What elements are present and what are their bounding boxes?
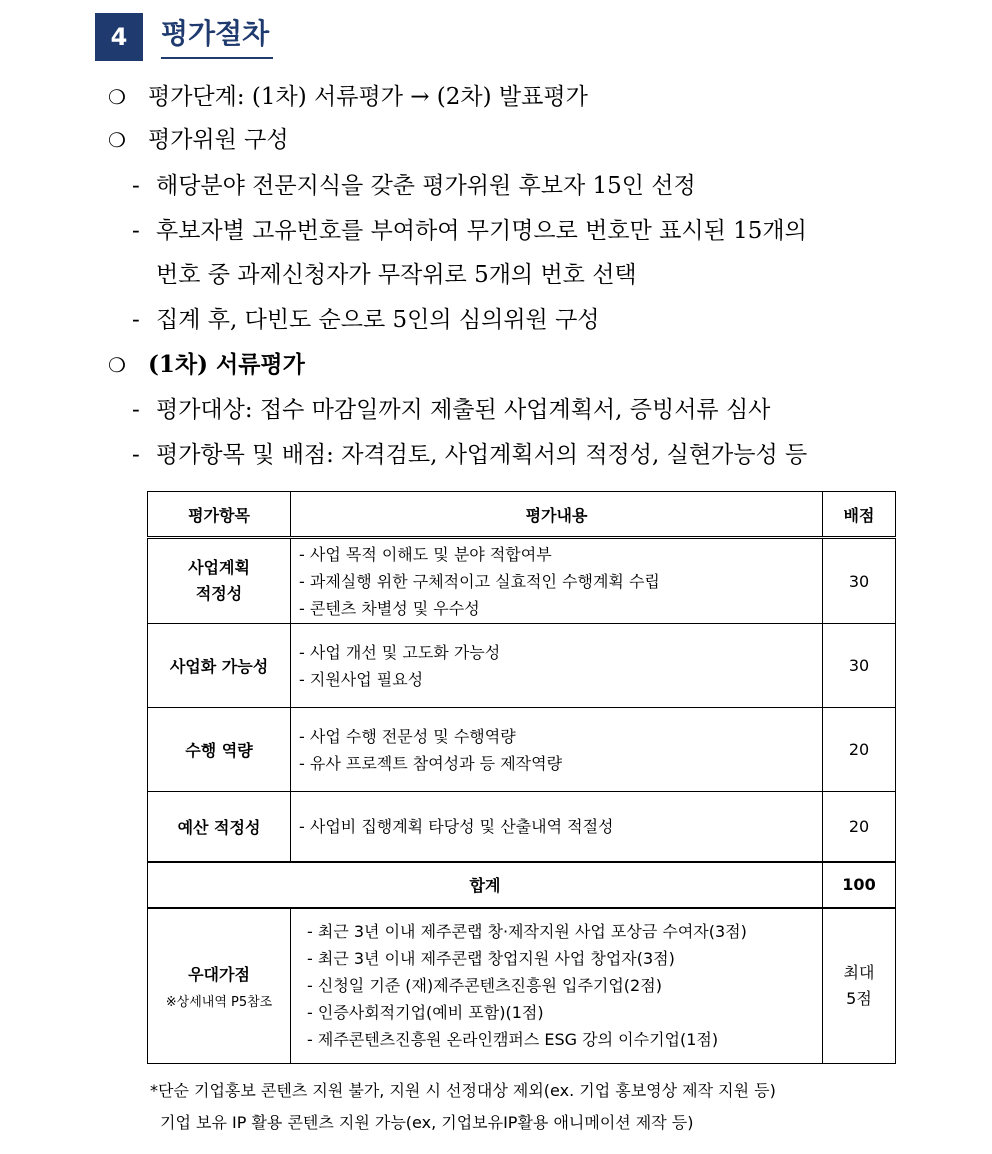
table-row bbox=[148, 708, 896, 792]
committee-item-continued: 번호 중 과제신청자가 무작위로 5개의 번호 선택 bbox=[156, 262, 637, 288]
total-row bbox=[148, 862, 896, 908]
row-item: 사업계획 적정성 bbox=[148, 538, 291, 624]
table-row bbox=[148, 792, 896, 862]
footnote: *단순 기업홍보 콘텐츠 지원 불가, 지원 시 선정대상 제외(ex. 기업 홍보영상 제작 지원 등) bbox=[150, 1081, 776, 1100]
first-round-text: (1차) 서류평가 bbox=[148, 351, 305, 378]
bullet-first-round bbox=[108, 350, 305, 380]
table-row bbox=[148, 624, 896, 708]
evaluation-table bbox=[147, 491, 896, 1064]
circle-bullet-icon: ❍ bbox=[108, 353, 126, 377]
row-contents: - 사업 목적 이해도 및 분야 적합여부 - 과제실행 위한 구체적이고 실효적인 수행계획 수립 - 콘텐츠 차별성 및 우수성 bbox=[291, 538, 823, 624]
section-title: 평가절차 bbox=[161, 15, 273, 59]
header-score: 배점 bbox=[823, 492, 896, 538]
footnote: 기업 보유 IP 활용 콘텐츠 지원 가능(ex, 기업보유IP활용 애니메이션 제작 등) bbox=[160, 1113, 694, 1132]
total-label: 합계 bbox=[148, 862, 823, 908]
bonus-contents: - 최근 3년 이내 제주콘랩 창·제작지원 사업 포상금 수여자(3점) - 최근 3년 이내 제주콘랩 창업지원 사업 창업자(3점) - 신청일 기준 (재)제주콘텐츠진흥원 입주기업(2점) - 인증사회적기업(예비 포함)(1점) - 제주콘텐츠진흥원 온라인캠퍼스 ESG 강의 이수기업(1점) bbox=[291, 908, 823, 1064]
row-item: 수행 역량 bbox=[148, 708, 291, 792]
bonus-row bbox=[148, 908, 896, 1064]
header-contents: 평가내용 bbox=[291, 492, 823, 538]
section-header bbox=[95, 13, 273, 61]
bullet-stages bbox=[108, 82, 588, 112]
header-item: 평가항목 bbox=[148, 492, 291, 538]
circle-bullet-icon: ❍ bbox=[108, 85, 126, 109]
total-score: 100 bbox=[823, 862, 896, 908]
committee-item: - 후보자별 고유번호를 부여하여 무기명으로 번호만 표시된 15개의 bbox=[132, 218, 807, 244]
committee-item: - 해당분야 전문지식을 갖춘 평가위원 후보자 15인 선정 bbox=[132, 173, 696, 199]
stages-text: 평가단계: (1차) 서류평가 → (2차) 발표평가 bbox=[148, 84, 588, 110]
first-round-item: - 평가항목 및 배점: 자격검토, 사업계획서의 적정성, 실현가능성 등 bbox=[132, 442, 808, 468]
bonus-score: 최대 5점 bbox=[823, 908, 896, 1064]
row-item: 사업화 가능성 bbox=[148, 624, 291, 708]
table-header-row bbox=[148, 492, 896, 538]
first-round-item: - 평가대상: 접수 마감일까지 제출된 사업계획서, 증빙서류 심사 bbox=[132, 397, 771, 423]
bonus-item: 우대가점 ※상세내역 P5참조 bbox=[148, 908, 291, 1064]
bullet-committee bbox=[108, 125, 289, 155]
section-number: 4 bbox=[95, 13, 143, 61]
committee-text: 평가위원 구성 bbox=[148, 127, 289, 153]
circle-bullet-icon: ❍ bbox=[108, 128, 126, 152]
row-item: 예산 적정성 bbox=[148, 792, 291, 862]
row-score: 20 bbox=[823, 792, 896, 862]
row-score: 20 bbox=[823, 708, 896, 792]
bonus-note: ※상세내역 P5참조 bbox=[165, 994, 273, 1010]
row-score: 30 bbox=[823, 538, 896, 624]
row-contents: - 사업 개선 및 고도화 가능성 - 지원사업 필요성 bbox=[291, 624, 823, 708]
committee-item: - 집계 후, 다빈도 순으로 5인의 심의위원 구성 bbox=[132, 307, 600, 333]
table-row bbox=[148, 538, 896, 624]
row-score: 30 bbox=[823, 624, 896, 708]
row-contents: - 사업 수행 전문성 및 수행역량 - 유사 프로젝트 참여성과 등 제작역량 bbox=[291, 708, 823, 792]
row-contents: - 사업비 집행계획 타당성 및 산출내역 적절성 bbox=[291, 792, 823, 862]
